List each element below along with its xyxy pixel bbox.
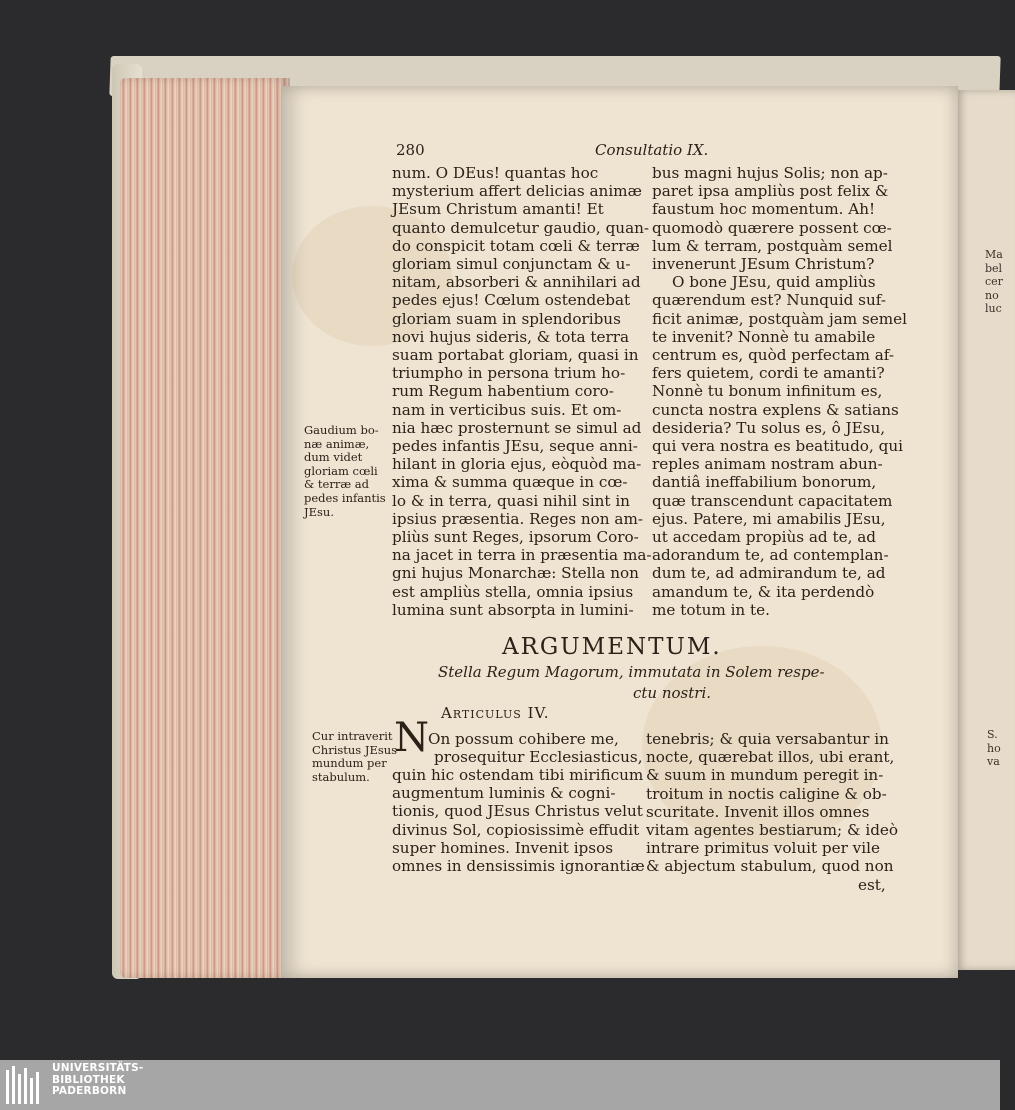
lower-left-column <box>392 766 645 875</box>
text-line: vitam agentes bestiarum; & ideò <box>646 821 899 840</box>
margin-line: JEsu. <box>304 504 334 519</box>
margin-note-gaudium <box>304 424 386 519</box>
text-line: ficit animæ, postquàm jam semel <box>652 309 908 328</box>
text-line: quærendum est? Nunquid suf- <box>652 291 886 310</box>
text-line: JEsum Christum amanti! Et <box>392 200 604 219</box>
argumentum-heading: ARGUMENTUM. <box>502 634 722 660</box>
fragment-line: cer <box>985 275 1003 288</box>
page-number: 280 <box>396 141 425 159</box>
text-line: adorandum te, ad contemplan- <box>652 546 889 565</box>
fragment-line: Ma <box>985 248 1003 261</box>
argumentum-subtitle-line2: ctu nostri. <box>633 684 712 702</box>
fragment-line: luc <box>985 302 1002 315</box>
logo-line: UNIVERSITÄTS- <box>52 1062 144 1074</box>
text-line: dum te, ad admirandum te, ad <box>652 564 886 583</box>
margin-line: næ animæ, <box>304 436 370 451</box>
margin-line: dum videt <box>304 450 363 465</box>
text-line: lo & in terra, quasi nihil sint in <box>392 491 630 510</box>
text-line: num. O DEus! quantas hoc <box>392 164 599 182</box>
text-line: novi hujus sideris, & tota terra <box>392 327 630 346</box>
fragment-line: bel <box>985 261 1003 275</box>
text-line: xima & summa quæque in cœ- <box>392 473 628 492</box>
text-line: augmentum luminis & cogni- <box>392 784 616 803</box>
fragment-line: S. <box>987 728 998 741</box>
fragment-line: va <box>987 755 1000 768</box>
text-line: intrare primitus voluit per vile <box>646 839 880 858</box>
margin-line: Gaudium bo- <box>304 423 379 437</box>
fragment-line: no <box>985 288 999 302</box>
text-line: prosequitur Ecclesiasticus, <box>434 748 643 767</box>
left-column <box>392 164 652 619</box>
margin-line: mundum per <box>312 756 387 771</box>
text-line: est, <box>858 875 886 894</box>
text-line: pedes infantis JEsu, seque anni- <box>392 437 638 456</box>
argumentum-subtitle-line1: Stella Regum Magorum, immutata in Solem respe- <box>438 663 825 681</box>
text-line: tionis, quod JEsus Christus velut <box>392 802 643 821</box>
text-line: quanto demulcetur gaudio, quan- <box>392 218 650 237</box>
text-line: gni hujus Monarchæ: Stella non <box>392 564 639 583</box>
text-line: dantiâ ineffabilium bonorum, <box>652 473 877 492</box>
text-line: lumina sunt absorpta in lumini- <box>392 600 634 619</box>
next-page-fragment-bottom <box>987 728 1001 769</box>
text-line: hilant in gloria ejus, eòquòd ma- <box>392 455 642 474</box>
text-line: desideria? Tu solus es, ô JEsu, <box>652 418 886 437</box>
text-line: triumpho in persona trium ho- <box>392 364 626 383</box>
text-line: qui vera nostra es beatitudo, qui <box>652 437 903 456</box>
text-line: amandum te, & ita perdendò <box>652 582 875 601</box>
margin-line: Cur intraverit <box>312 729 393 743</box>
text-line: lum & terram, postquàm semel <box>652 236 893 255</box>
text-line: bus magni hujus Solis; non ap- <box>652 164 888 182</box>
margin-line: gloriam cœli <box>304 463 378 478</box>
next-page-edge <box>955 90 1015 970</box>
text-line: pedes ejus! Cœlum ostendebat <box>392 291 631 310</box>
running-title: Consultatio IX. <box>595 141 709 159</box>
text-line: & suum in mundum peregit in- <box>646 766 884 785</box>
lower-left-column-first-lines <box>428 730 643 766</box>
text-line: centrum es, quòd perfectam af- <box>652 346 895 365</box>
text-line: super homines. Invenit ipsos <box>392 838 614 857</box>
text-line: Nonnè tu bonum infinitum es, <box>652 382 883 401</box>
text-line: gloriam simul conjunctam & u- <box>392 255 631 274</box>
text-line: tenebris; & quia versabantur in <box>646 730 889 748</box>
text-line: troitum in noctis caligine & ob- <box>646 784 887 803</box>
text-line: rum Regum habentium coro- <box>392 382 614 401</box>
text-line: ut accedam propiùs ad te, ad <box>652 528 877 547</box>
footer-bar <box>0 1060 1000 1110</box>
text-line: me totum in te. <box>652 600 770 619</box>
margin-note-cur-intraverit <box>312 730 397 784</box>
text-line: paret ipsa ampliùs post felix & <box>652 182 889 201</box>
text-line: invenerunt JEsum Christum? <box>652 255 875 274</box>
page-block-edges <box>120 78 290 978</box>
text-line: quin hic ostendam tibi mirificum <box>392 766 644 784</box>
text-line: quomodò quærere possent cœ- <box>652 218 892 237</box>
articulus-heading: Articulus IV. <box>441 704 550 722</box>
text-line: omnes in densissimis ignorantiæ <box>392 857 645 876</box>
text-line: divinus Sol, copiosissimè effudit <box>392 820 640 839</box>
drop-cap: N <box>394 715 429 761</box>
text-line: nitam, absorberi & annihilari ad <box>392 273 641 292</box>
next-page-fragment-top <box>985 248 1003 316</box>
text-line: nam in verticibus suis. Et om- <box>392 400 622 419</box>
text-line: quæ transcendunt capacitatem <box>652 491 893 510</box>
text-line: est ampliùs stella, omnia ipsius <box>392 582 634 601</box>
margin-line: & terræ ad <box>304 477 369 492</box>
text-line: do conspicit totam cœli & terræ <box>392 236 640 255</box>
text-line: fers quietem, cordi te amanti? <box>652 364 885 383</box>
text-line: nia hæc prosternunt se simul ad <box>392 418 642 437</box>
margin-line: stabulum. <box>312 769 370 784</box>
text-line: & abjectum stabulum, quod non <box>646 857 894 876</box>
text-line: reples animam nostram abun- <box>652 455 883 474</box>
text-line: gloriam suam in splendoribus <box>392 309 621 328</box>
text-line: scuritate. Invenit illos omnes <box>646 802 870 821</box>
margin-line: Christus JEsus <box>312 742 398 757</box>
text-line: pliùs sunt Reges, ipsorum Coro- <box>392 528 639 547</box>
text-line: On possum cohibere me, <box>428 730 619 748</box>
logo-line: PADERBORN <box>52 1085 127 1097</box>
text-line: O bone JEsu, quid ampliùs <box>672 273 876 292</box>
text-line: mysterium affert delicias animæ <box>392 182 642 201</box>
text-line: nocte, quærebat illos, ubi erant, <box>646 748 895 767</box>
text-line: suam portabat gloriam, quasi in <box>392 346 639 365</box>
text-line: ejus. Patere, mi amabilis JEsu, <box>652 509 886 528</box>
right-column <box>652 164 907 619</box>
logo-line: BIBLIOTHEK <box>52 1073 125 1086</box>
text-line: te invenit? Nonnè tu amabile <box>652 327 876 346</box>
lower-right-column <box>646 730 898 894</box>
text-line: faustum hoc momentum. Ah! <box>652 200 876 219</box>
fragment-line: ho <box>987 741 1001 755</box>
library-logo-icon <box>4 1064 46 1106</box>
text-line: ipsius præsentia. Reges non am- <box>392 509 644 528</box>
text-line: na jacet in terra in præsentia ma- <box>392 546 652 565</box>
margin-line: pedes infantis <box>304 490 386 505</box>
text-line: cuncta nostra explens & satians <box>652 400 899 419</box>
library-logo-text <box>52 1063 143 1098</box>
